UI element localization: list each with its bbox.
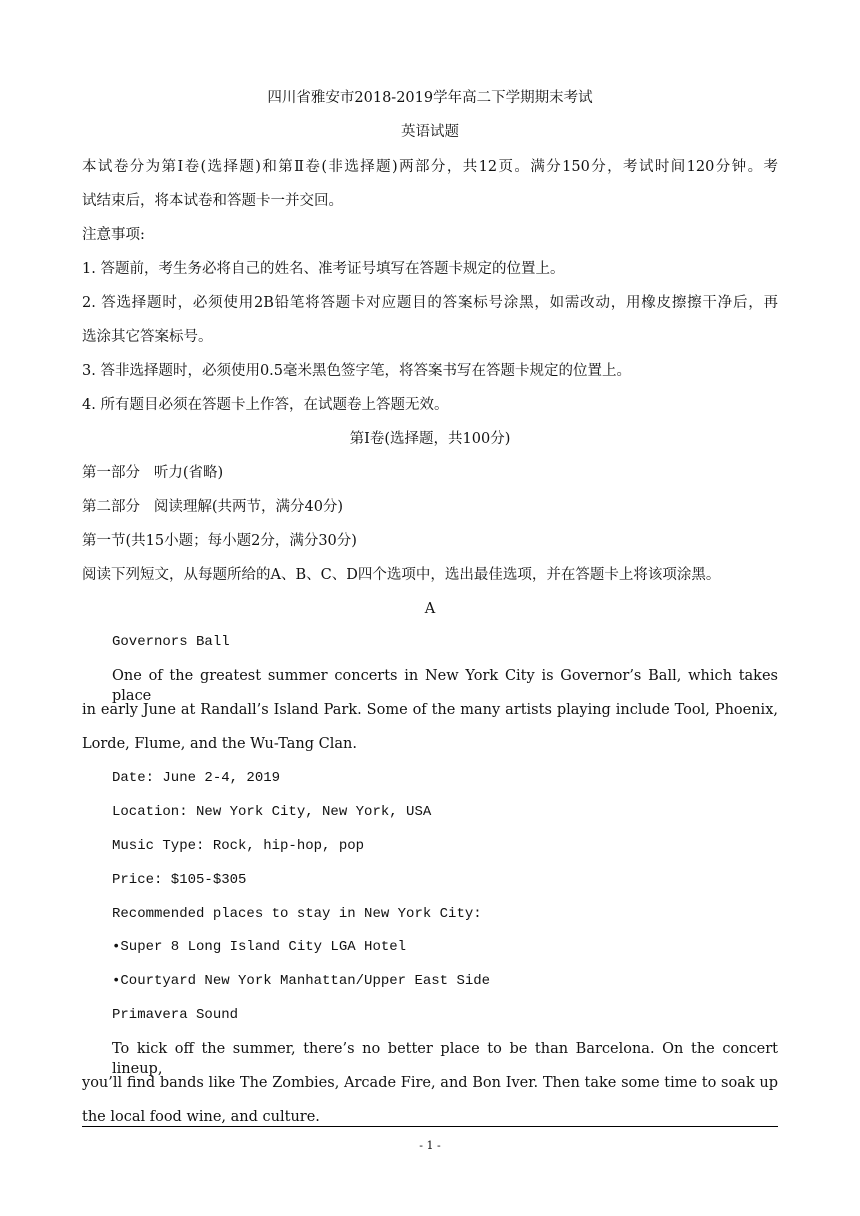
section-1-heading: 第一节(共15小题；每小题2分，满分30分) xyxy=(82,533,357,549)
document-title: 四川省雅安市2018-2019学年高二下学期期末考试 xyxy=(267,90,593,106)
primavera-sound-line-1: To kick off the summer, there’s no better place to be than Barcelona. On the concert lineup, xyxy=(112,1041,778,1077)
notice-item-4: 4. 所有题目必须在答题卡上作答，在试题卷上答题无效。 xyxy=(82,397,449,413)
volume-1-heading: 第Ⅰ卷(选择题，共100分) xyxy=(349,431,511,447)
event-location: Location: New York City, New York, USA xyxy=(112,804,432,820)
notice-item-2-line-2: 选涂其它答案标号。 xyxy=(82,329,213,345)
event-date: Date: June 2-4, 2019 xyxy=(112,770,281,786)
intro-line-1: 本试卷分为第Ⅰ卷(选择题)和第Ⅱ卷(非选择题)两部分，共12页。满分150分，考试时间120分钟。考 xyxy=(82,159,778,175)
notice-item-2-line-1: 2. 答选择题时，必须使用2B铅笔将答题卡对应题目的答案标号涂黑，如需改动，用橡皮擦擦干净后，再 xyxy=(82,295,778,311)
intro-line-2: 试结束后，将本试卷和答题卡一并交回。 xyxy=(82,193,343,209)
part-1-heading: 第一部分 听力(省略) xyxy=(82,465,224,481)
event-price: Price: $105-$305 xyxy=(112,872,247,888)
notice-heading: 注意事项: xyxy=(82,227,145,243)
primavera-sound-title: Primavera Sound xyxy=(112,1007,239,1023)
primavera-sound-line-2: you’ll find bands like The Zombies, Arcade Fire, and Bon Iver. Then take some time to soak up xyxy=(82,1075,778,1091)
recommended-stays: Recommended places to stay in New York City: xyxy=(112,906,482,922)
hotel-item-1: •Super 8 Long Island City LGA Hotel xyxy=(112,939,407,955)
document-subtitle: 英语试题 xyxy=(401,124,459,140)
governors-ball-line-1: One of the greatest summer concerts in New York City is Governor’s Ball, which takes place xyxy=(112,668,778,704)
reading-instruction: 阅读下列短文，从每题所给的A、B、C、D四个选项中，选出最佳选项，并在答题卡上将该项涂黑。 xyxy=(82,567,721,583)
notice-item-3: 3. 答非选择题时，必须使用0.5毫米黑色签字笔，将答案书写在答题卡规定的位置上。 xyxy=(82,363,632,379)
notice-item-1: 1. 答题前，考生务必将自己的姓名、准考证号填写在答题卡规定的位置上。 xyxy=(82,261,565,277)
governors-ball-line-2: in early June at Randall’s Island Park. Some of the many artists playing include Tool, Phoenix, xyxy=(82,702,778,718)
footer-divider xyxy=(82,1126,778,1127)
governors-ball-title: Governors Ball xyxy=(112,634,230,650)
part-2-heading: 第二部分 阅读理解(共两节，满分40分) xyxy=(82,499,344,515)
hotel-item-2: •Courtyard New York Manhattan/Upper East Side xyxy=(112,973,491,989)
page-number: - 1 - xyxy=(419,1139,441,1152)
primavera-sound-line-3: the local food wine, and culture. xyxy=(82,1109,320,1125)
governors-ball-line-3: Lorde, Flume, and the Wu-Tang Clan. xyxy=(82,736,357,752)
event-music-type: Music Type: Rock, hip-hop, pop xyxy=(112,838,365,854)
passage-label: A xyxy=(424,601,436,617)
